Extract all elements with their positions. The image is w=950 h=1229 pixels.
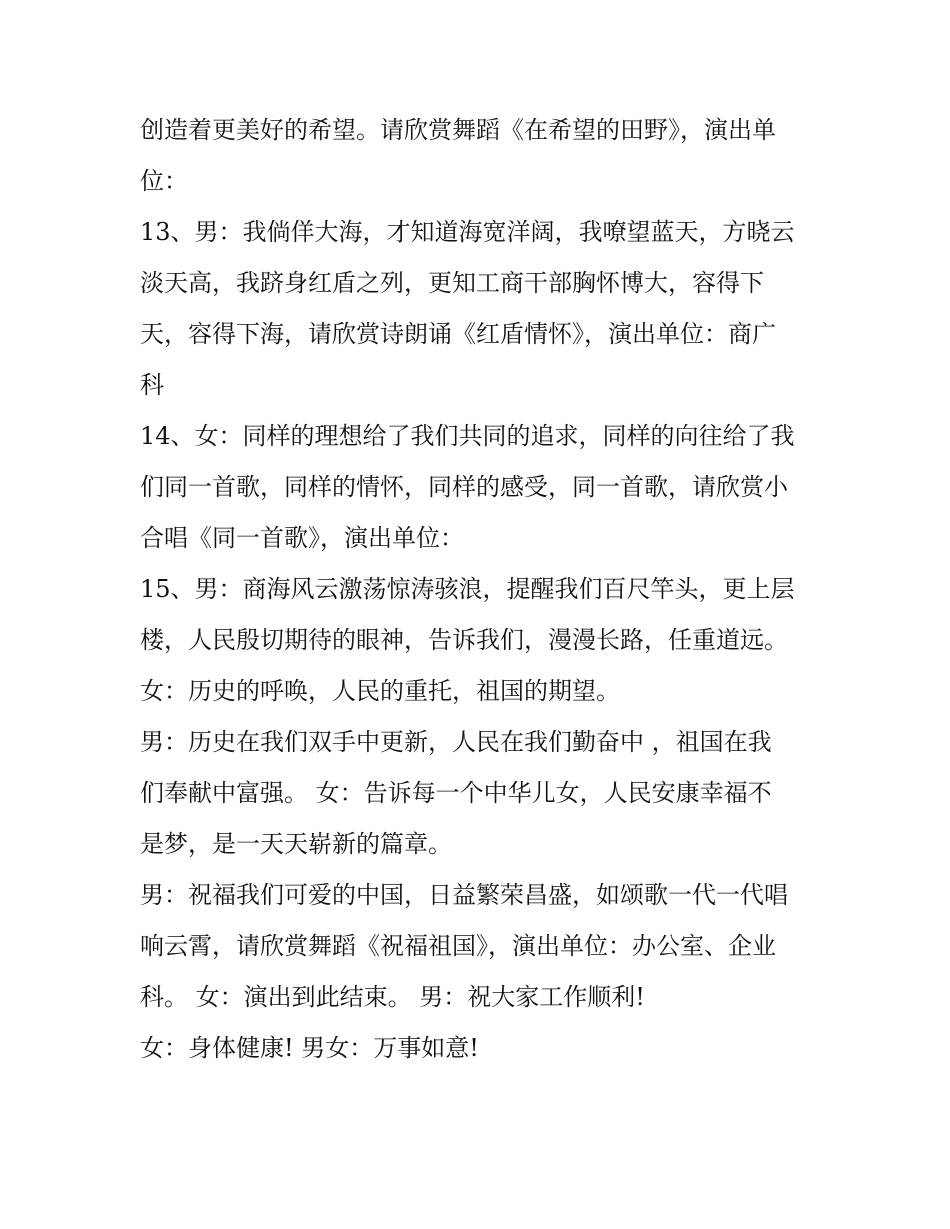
text-line: 合唱《同一首歌》，演出单位： [140,524,464,552]
text-line: 们奉献中富强。 女：告诉每一个中华儿女，人民安康幸福不 [140,779,772,807]
text-line: 楼，人民殷切期待的眼神，告诉我们，漫漫长路，任重道远。 [140,626,788,654]
text-line: 位： [140,167,188,195]
document-page [140,105,820,1074]
text-line: 科 [140,371,164,399]
text-line: 13、男：我倘佯大海，才知道海宽洋阔，我嘹望蓝天，方晓云 [140,218,795,246]
text-line: 15、男：商海风云激荡惊涛骇浪，提醒我们百尺竿头，更上层 [140,575,795,603]
text-line: 响云霄，请欣赏舞蹈《祝福祖国》，演出单位：办公室、企业 [140,932,776,960]
text-line: 科。 女：演出到此结束。 男：祝大家工作顺利! [140,983,645,1011]
text-line: 是梦，是一天天崭新的篇章。 [140,830,452,858]
text-line: 淡天高，我跻身红盾之列，更知工商干部胸怀博大，容得下 [140,269,764,297]
text-line: 女：身体健康! 男女：万事如意! [140,1034,479,1062]
text-line: 天，容得下海，请欣赏诗朗诵《红盾情怀》，演出单位：商广 [140,320,776,348]
text-line: 男：历史在我们双手中更新，人民在我们勤奋中 ，祖国在我 [140,728,772,756]
text-line: 们同一首歌，同样的情怀，同样的感受，同一首歌，请欣赏小 [140,473,788,501]
text-line: 女：历史的呼唤，人民的重托，祖国的期望。 [140,677,620,705]
text-line: 创造着更美好的希望。请欣赏舞蹈《在希望的田野》，演出单 [140,116,776,144]
text-line: 男：祝福我们可爱的中国，日益繁荣昌盛，如颂歌一代一代唱 [140,881,788,909]
text-line: 14、女：同样的理想给了我们共同的追求，同样的向往给了我 [140,422,795,450]
